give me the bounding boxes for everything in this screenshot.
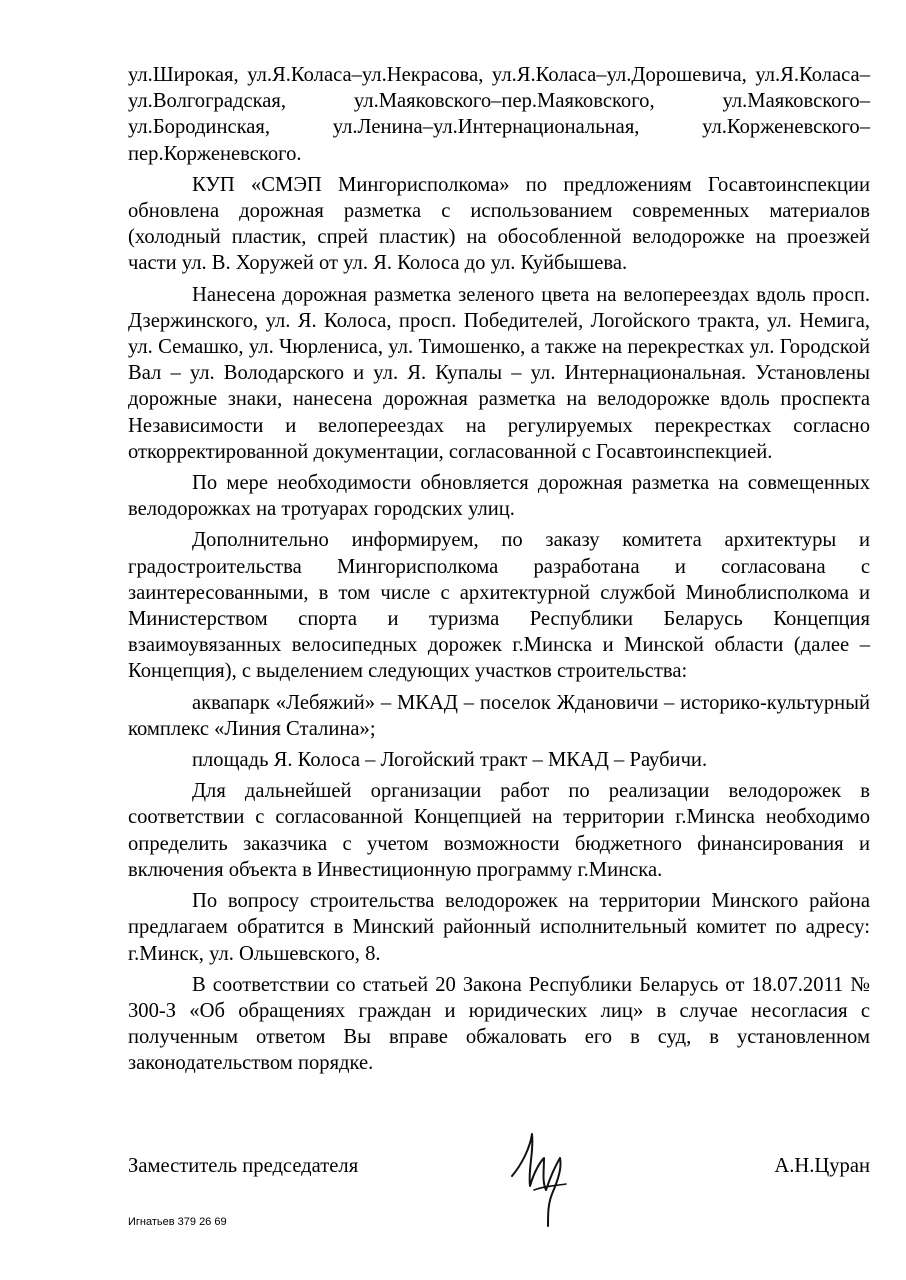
executor-note: Игнатьев 379 26 69: [128, 1216, 227, 1228]
paragraph-marking-renewal: По мере необходимости обновляется дорожная разметка на совмещенных велодорожках на тротуарах городских улиц.: [128, 472, 870, 521]
paragraph-minsk-district: По вопросу строительства велодорожек на территории Минского района предлагаем обратится в Минский районный исполнительный комитет по адресу: г.Минск, ул. Ольшевского, 8.: [128, 890, 870, 965]
letter-body: [128, 62, 870, 1077]
paragraph-green-marking: Нанесена дорожная разметка зеленого цвета на велопереездах вдоль просп. Дзержинского, ул. Я. Колоса, просп. Победителей, Логойского тракта, ул. Немига, ул. Семашко, ул. Чюрлениса, ул. Тимошенко, а также на перекрестках ул. Городской Вал – ул. Володарского и ул. Я. Купалы – ул. Интернациональная. Установлены дорожные знаки, нанесена дорожная разметка на велодорожке вдоль проспекта Независимости и велопереездах на регулируемых перекрестках согласно откорректированной документации, согласованной с Госавтоинспекцией.: [128, 283, 870, 463]
paragraph-section-1: аквапарк «Лебяжий» – МКАД – поселок Ждановичи – историко-культурный комплекс «Линия Сталина»;: [128, 691, 870, 740]
signatory-title: Заместитель председателя: [128, 1155, 359, 1177]
paragraph-street-list: ул.Широкая, ул.Я.Коласа–ул.Некрасова, ул.Я.Коласа–ул.Дорошевича, ул.Я.Коласа– ул.Волгоградская, ул.Маяковского–пер.Маяковского, ул.Маяковского–ул.Бородинская, ул.Ленина–ул.Интернациональная, ул.Корженевского–пер.Корженевского.: [128, 64, 870, 165]
paragraph-concept: Дополнительно информируем, по заказу комитета архитектуры и градостроительства Мингорисполкома разработана и согласована с заинтересованными, в том числе с архитектурной службой Миноблисполкома и Министерством спорта и туризма Республики Беларусь Концепция взаимоувязанных велосипедных дорожек г.Минска и Минской области (далее – Концепция), с выделением следующих участков строительства:: [128, 529, 870, 683]
paragraph-appeal-law: В соответствии со статьей 20 Закона Республики Беларусь от 18.07.2011 № 300-З «Об обращениях граждан и юридических лиц» в случае несогласия с полученным ответом Вы вправе обжаловать его в суд, в установленном законодательством порядке.: [128, 973, 870, 1075]
paragraph-customer: Для дальнейшей организации работ по реализации велодорожек в соответствии с согласованной Концепцией на территории г.Минска необходимо определить заказчика с учетом возможности бюджетного финансирования и включения объекта в Инвестиционную программу г.Минска.: [128, 780, 870, 881]
signature-row: [128, 1153, 870, 1183]
paragraph-road-marking-update: КУП «СМЭП Мингорисполкома» по предложениям Госавтоинспекции обновлена дорожная разметка с использованием современных материалов (холодный пластик, спрей пластик) на обособленной велодорожке на проезжей части ул. В. Хоружей от ул. Я. Колоса до ул. Куйбышева.: [128, 173, 870, 275]
signatory-name: А.Н.Цуран: [774, 1155, 870, 1177]
paragraph-section-2: площадь Я. Колоса – Логойский тракт – МКАД – Раубичи.: [192, 749, 708, 772]
